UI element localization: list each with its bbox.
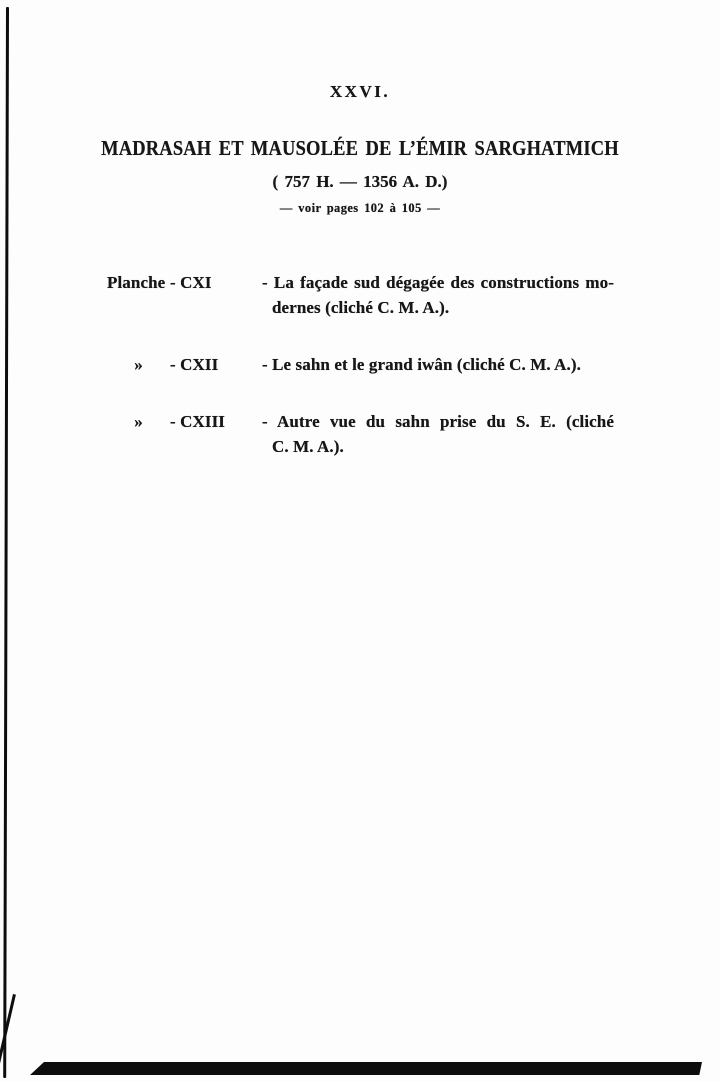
page-title: MADRASAH ET MAUSOLÉE DE L’ÉMIR SARGHATMICH: [101, 136, 619, 160]
plate-label-word: »: [134, 355, 143, 374]
plate-number: - CXI: [170, 273, 212, 292]
plate-row: [107, 270, 619, 320]
plate-description-line: dernes (cliché C. M. A.).: [272, 298, 450, 317]
plate-list: [107, 270, 619, 459]
plate-label-word: »: [134, 412, 143, 431]
plate-label: [107, 409, 262, 434]
scan-artifact-left-edge-line: [3, 7, 9, 1078]
plate-description: [262, 270, 614, 320]
plate-description: [262, 352, 614, 377]
plate-description: [262, 409, 614, 459]
pages-reference: — voir pages 102 à 105 —: [279, 201, 441, 215]
plate-description-line: C. M. A.).: [272, 437, 344, 456]
plate-description-line: - Le sahn et le grand iwân (cliché C. M. A.).: [262, 355, 581, 374]
plate-number: - CXII: [170, 355, 219, 374]
plate-label-word: Planche: [107, 273, 166, 292]
plate-number: - CXIII: [170, 412, 226, 431]
plate-row: [107, 409, 619, 459]
section-number: XXVI.: [329, 82, 391, 101]
date-line: ( 757 H. — 1356 A. D.): [272, 172, 448, 191]
plate-label: [107, 270, 262, 295]
plate-description-line: - Autre vue du sahn prise du S. E. (cliché: [262, 412, 614, 431]
plate-label: [107, 352, 262, 377]
plate-description-line: - La façade sud dégagée des constructions mo-: [262, 273, 614, 292]
plate-row: [107, 352, 619, 377]
scan-artifact-bottom-bar: [30, 1062, 702, 1075]
